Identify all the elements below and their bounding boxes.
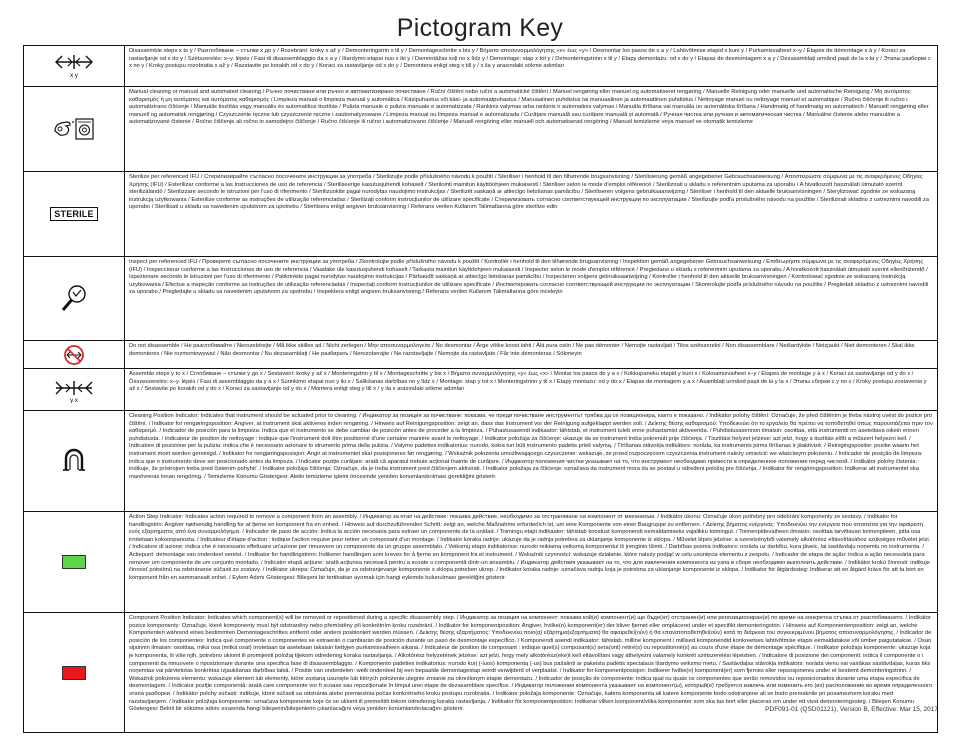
icon-cell [24,341,125,368]
icon-cell [24,512,125,612]
page-title: Pictogram Key [396,14,564,42]
inspect-icon [59,283,89,315]
manual-automated-cleaning-icon [52,116,96,142]
cleaning-position-icon [60,446,88,476]
assemble-icon [54,377,94,403]
icon-cell [24,613,125,732]
icon-cell [24,172,125,256]
key-row-action-step [24,512,937,613]
disassemble-icon [54,53,94,79]
icon-cell [24,87,125,171]
document-footer: PDF091-01 (QSD01121), Version B, Effective: Mar 15, 2017 [765,706,938,713]
row-description: Inspect per referenced IFU / Проверете съгласно посочените инструкции за употреба / Zkontrolujte podle příslušného návodu k použití / Kontrollér i henhold til den tilhørende brugsanvisning / Inspektion gemäß angegebener Gebrauchsanweisung / Επιθεωρήστε σύμφωνα με τις αναφερόμενες Οδηγίες Χρήσης (IFU) / Inspeccionar conforme a las Instrucciones de uso de referencia / Vaadake üle kasutusjuhendi kohaselt / Tarkasta mainitun käyttöohjeen mukaisesti / Inspecter selon le mode d'emploi référencé / Pregledano u skladu s referentnim uputama za uporabu / A hivatkozott használati útmutató szerint ellenőrizendő / Ispezionare secondo le istruzioni per l'uso di riferimento / Patikrinkite pagal nurodytas naudojimo instrukcijas / Pārbaudīt saskaņā ar attiecīgo lietošanas pamācību / Inspecteren volgens gebruiksaanwijzing / Kontroller i henhold til den aktuelle bruksanvisningen / Kontrolować zgodnie ze wskazaną instrukcją użytkowania / Efectue a inspeção conforme as instruções de utilização referenciadas / Inspectați conform instrucțiunilor de utilizare specificate / Инспектировать согласно соответствующей инструкции по эксплуатации / Skontrolujte podľa príslušného návodu na použitie / Pregledati skladno z ustreznimi navodili za uporabo / Pregledajte u skladu sa navedenim uputstvom za upotrebu / Inspektera enligt angiven bruksanvisning / Referans verilen Kullanım Talimatlarına göre inceleyin [129,259,929,296]
icon-cell [24,369,125,410]
key-row-sterile [24,172,937,257]
disassemble-icon-label: x y [70,73,78,79]
key-row-inspect [24,257,937,341]
row-description: Do not disassemble / Не разглобявайте / Nerozebírejte / Må ikke skilles ad / Nicht zerlegen / Μην αποσυναρμολογείτε / No desmontar / Ärge võtke koost lahti / Älä pura osiin / Ne pas démonter / Nemojte rastavljati / Tilos szétszerelni / Non disassemblare / Neišardykite / Neizjaukt / Niet demonteren / Skal ikke demonteres / Nie rozmontowywać / Não desmontar / Nu dezasamblați / Не разбирать / Nerozoberajte / Ne razstavljajte / Nemojte da rastavljate / Får inte demonteras / Sökmeyin [129,343,915,357]
row-description: Action Step Indicator: Indicates action required to remove a component from an assembly. / Индикатор за етап на действие: показва действие, необходимо за отстраняване на компонент от механизъм. / Indikátor úkonu: Označuje úkon potřebný pro odebrání komponenty ze sestavy. / Indikator for handlingstrin: Angiver nødvendig handling for at fjerne en komponent fra en enhed. / Hinweis auf durchzuführenden Schritt: zeigt an, welche Maßnahme erforderlich ist, um eine Komponente von einer Baugruppe zu entfernen. / Δείκτης βήματος ενέργειας: Υποδεικνύει την ενέργεια που απαιτείται για την αφαίρεση ενός εξαρτήματος από ένα συναρμολόγημα. / Indicador de paso de acción: Indica la acción necesaria para extraer un componente de la unidad. / Toimingu etapi indikaator: tähistab koostust komponendi eemaldamiseks vajalikku toimingut. / Toimenpidevaiheen ilmaisin: osoittaa tarvittavan toimenpiteen, jotta osa irrotetaan kokoonpanosta. / Indicateur d'étape d'action : indique l'action requise pour retirer un composant d'un montage. / Indikator koraka radnje: ukazuje da je radnja potrebna za uklanjanje komponente iz sklopa. / Művelet lépés jelzése: a szerelvényből valamely alkotórész eltávolításához szükséges művelet jelzi. / Indicatore di azione: indica che è necessario effettuare un'azione per rimuovere un componente da un gruppo assemblato. / Veiksmų etapo indikatorius: nurodo reikiamą veiksmą komponentui iš įrenginio išimti. / Darbības posma indikators: norāda uz darbību, kura jāveic, lai sastāvdaļu noņemtu no instrumenta. / Actiepunt: demontage van onderdeel vereist. / Indikator for handlingstrinn: Indikerer handlingen som kreves for å fjerne en komponent fra et instrument. / Wskaźnik czynności: wskazuje działanie, które należy podjąć w celu usunięcia elementu z zespołu. / Indicador de etapa de ação: indica a ação necessária para remover um componente de um conjunto montado. / Indicator etapă acțiune: arată acțiunea necesară pentru a scoate o componentă dintr-un ansamblu. / Индикатор действия указывает на то, что для извлечения компонента из узла в сборе необходимо выполнить действие. / Indikátor krokú činnosti: indikuje činnosť potrebnú na odstránenie súčasti zo zostavy. / Indikator ukrepa: Označuje, da je za odstranjevanje komponente s sklopa potreben ukrep. / Indikator koraka radnje: označava radnju koja je potrebna za uklanjanje komponente iz sklopa. / Indikator för åtgärdssteg: Indikerar att en åtgärd krävs för att ta bort en komponent från en sammansatt enhet. / Eylem Adımı Göstergesi: Bileşeni bir tertibattan ayırmak için hangi eylemde bulunulması gerektiğini gösterir. [129,514,931,581]
assemble-icon-label: y x [70,397,78,403]
key-row-assemble [24,369,937,411]
icon-cell [24,411,125,511]
key-row-disassemble [24,46,937,87]
icon-cell [24,46,125,86]
icon-cell [24,257,125,340]
key-row-manual-cleaning [24,87,937,172]
action-step-swatch [62,555,86,569]
component-position-swatch [62,666,86,680]
row-description: Manual cleaning or manual and automated cleaning / Ръчно почистване или ръчно и автоматизирано почистване / Ruční čištění nebo ruční a automatické čištění / Manuel rengøring eller manuel og automatiseret rengøring / Manuelle Reinigung oder manuelle und automatische Reinigung / Μη αυτόματος καθαρισμός ή μη αυτόματος και αυτόματος καθαρισμός / Limpieza manual o limpieza manual y automática / Käsipuhastus või käsi- ja automaatpuhastus / Manuaalinen puhdistus tai manuaalinen ja automaattinen puhdistus / Nettoyage manuel ou nettoyage manuel et automatique / Ručno čišćenje ili ručno i automatizirano čišćenje / Manuális tisztítás vagy manuális és automatikus tisztítás / Pulizia manuale o pulizia manuale e automatizzata / Rankinis valymas arba rankinis ir automatinis valymas / Manuāla tīrīšana vai manuāla un automātiska tīrīšana / Handmatig of handmatig en automatisch / Manuell rengjøring eller manuell og automatisk rengjøring / Czyszczenie ręczne lub czyszczenie ręczne i zautomatyzowane / Limpeza manual ou limpeza manual e automatizada / Curățare manuală sau curățare manuală și automată / Ручная чистка или ручная и автоматическая чистка / Manuálne čistenie alebo manuálne a automatizované čistenie / Ročno čiščenje ali ročno in samodejno čiščenje / Ručno čišćenje ili ručno i automatizovano čišćenje / Manuell rengöring eller manuell och automatiserad rengöring / Manuel temizleme veya manuel ve otomatik temizleme [129,89,929,126]
row-description: Component Position Indicator: Indicates which component(s) will be removed or repositioned during a specific disassembly step. / Индикатор за позиция на компонент: показва кой(и) компонент(и) ще бъде(ат) отстранен(и) или репозициониран(и) по време на конкретна стъпка от разглобяването. / Indikátor pozice komponenty: Označuje, které komponenty musí být odstraněny nebo přemístěny při konkrétním kroku rozebrání. / Indikator for komponentposition: Angiver, hvilke(n) komponent(er) der bliver fjernet eller omplaceret under et specifikt demonteringstrin. / Hinweis auf Komponentenposition: zeigt an, welche Komponenten während eines bestimmten Demontageschrittes entfernt oder anders positioniert werden müssen. / Δείκτης θέσης εξαρτήματος: Υποδεικνύει ποιο(α) εξάρτημα(εξαρτήματα) θα αφαιρεθεί(ούν) ή θα επανατοποθετηθεί(ούν) κατά τη διάρκεια του συγκεκριμένου βήματος αποσυναρμολόγησης. / Indicador de posición de los componentes: Indica qué componente o componentes se extraerán o cambiarán de posición durante un paso de desmontaje específico. / Komponendi asendi indikaator: tähistab, milline komponent / millised komponendid konkreetses lahtivõtmise etapis eemaldatakse või ümber paigutatakse. / Osan sijainnin ilmaisin: osoittaa, mikä osa (mitkä osat) irrotetaan tai asetetaan takaisin tiettyjen purkamisvaiheen aikana. / Indicateur de position de composant : indique quel(s) composant(s) sera(ont) retiré(s) ou repositionné(s) au cours d'une étape de démontage spécifique. / Indikator položaja komponente: ukazuje koja je komponenta, ili više njih, potrebno uklonit ili promijeniti položaj tijekom određenog koraka rastavljanja. / Alkotórész helyzetének jelzése: azt jelzi, hogy mely alkotórész(eke)t kell eltávolítani vagy áthelyezni valamely konkrét szétszerelési lépésben. / Indicatore di posizione dei componenti: indica il componente o i componenti da rimuovere o riposizionare durante una specifica fase di disassemblaggio. / Komponento padėties indikatorius: nurodo kurį (-iuos) komponentą (-us) bus pašalinti ar pakeista padėtis specialaus išardymo veiksmo metu. / Sastāvdaļas stāvokļa indikators: norāda vienu vai vairākas sastāvdaļas, kuras tiks noņemtas vai pārvietotas konkrētas izjaukšanas darbības laikā. / Positie van onderdelen: welk onderdeel bij een bepaalde demontagestap wordt verwijderd of verplaatst. / Indikator for komponentposisjon: Indikerer hvilke(n) komponent(er) som fjernes eller repsosjoneres under et bestemt demonteringstrinn. / Wskaźnik położenia elementu: wskazuje element lub elementy, które zostaną usunięte lub których położenie ulegnie zmianie na określonym etapie demontażu. / Indicador de posição de componente: indica qual ou quais os componentes que serão removidos ou reposicionados durante uma etapa específica de desmontagem. / Indicator poziție componentă: arată care componente vor fi scoase sau repoziționate în timpul unei etape de dezasamblare specifice. / Индикатор положения компонента указывает на компонент(ы), который(е) требуется извлечь или изменить его (их) расположение во время определенного этапа разборки. / Indikátor polohy súčasti: indikuje, ktoré súčasti sa odstránia alebo premiestnia počas konkrétneho kroku postupu rozobratia. / Indikator položaja komponente: Označuje, katera komponenta ali katere komponente bodo odstranjene ali se bodo premaknile pri posameznem koraku med razstavljanjem. / Indikator položaja komponente: označava komponente koje će se uklonit ili premeštiti tokom određenog koraka rastavljanja. / Indikator för komponentposition: Indikerar vilken komponent/vilka komponenter som ska tas bort eller placeras om under ett visst demonteringssteg. / Bileşen Konumu Göstergesi: Belirli bir söküme adımı sırasında hangi bileşenin/bileşenlerin çıkarılacağını veya yeniden konumlandırılacağını gösterir. [129,615,933,713]
pictogram-key-table [23,45,938,733]
key-row-component-position [24,613,937,732]
do-not-disassemble-icon [63,344,85,366]
sterile-icon: STERILE [50,207,97,221]
row-description: Sterilize per referenced IFU / Стерилизирайте съгласно посочените инструкции за употреба / Sterilizujte podle příslušného návodu k použití / Steriliser i henhold til den tilhørende brugsanvisning / Sterilisierung gemäß angegebener Gebrauchsanweisung / Αποστειρώστε σύμφωνα με τις αναφερόμενες Οδηγίες Χρήσης (IFU) / Esterilizar conforme a las Instrucciones de uso de referencia / Steriliseerige kasutusjuhendi kohaselt / Sterilointi mainitun käyttöohjeen mukaisesti / Stériliser selon le mode d'emploi référencé / Sterilizirati u skladu s referentnim uputama za uporabu / A hivatkozott használati útmutató szerint sterilizálandó / Sterilizzare secondo le istruzioni per l'uso di riferimento / Sterilizuokite pagal nurodytas naudojimo instrukcijas / Sterilizēt saskaņā ar attiecīgo lietošanas pamācību / Steriliseren volgens gebruiksaanwijzing / Steriliser i henhold til den aktuelle bruksanvisningen / Sterylizować zgodnie ze wskazaną instrukcją użytkowania / Esterilize conforme as instruções de utilização referenciadas / Sterilizați conform instrucțiunilor de utilizare specificate / Стерилизовать согласно соответствующей инструкции по эксплуатации / Sterilizujte podľa príslušného návodu na použitie / Sterilizirati skladno z ustreznimi navodili za uporabo / Sterilisati u skladu sa navedenim uputstvom za upotrebu / Sterilisera enligt angiven bruksanvisning / Referans verilen Kullanım Talimatlarına göre sterilize edin [129,174,929,211]
row-description: Assemble steps y to x / Сглобяване – стъпки y до x / Sestavení: kroky y až x / Monteringstrin y til x / Montageschritte y bis x / Βήματα συναρμολόγησης «y» έως «x» / Montar los pasos de y a x / Kokkupaneku etapid y kuni x / Kokoamisvaiheet x–y / Étapes de montage y à x / Koraci za sastavljanje od y do x / Összeszerelés: x–y. lépés / Fasi di assemblaggio da y a x / Surinkimo etapai nuo y iki x / Salikšanas darbības no y līdz x / Montage: stap y tot x / Monteringstrinn y til x / Etapy montażu: od y do x / Etapas de montagem y a x / Asamblați urmând pașii de la y la x / Этапы сборки с y по x / Kroky postupu zostavenia y až x / Sestavite po korakih od y do x / Koraci za sastavljanje od y do x / Montera enligt steg y till x / y ila x arasındaki sökme adımları [129,371,927,393]
key-row-cleaning-position [24,411,937,512]
row-description: Disassemble steps x to y / Разглобяване – стъпки x до y / Rozebrání: kroky x až y / Demonteringstrin x til y / Demontageschritte x bis y / Βήματα αποσυναρμολόγησης «x» έως «y» / Desmontar los pasos de x a y / Lahtivõtmise etapid x kuni y / Purkamisvaiheet x–y / Étapes de démontage x à y / Koraci za rastavljanje od x do y / Szétszerelés: x–y. lépés / Fasi di disassemblaggio da x a y / Išardymo etapai nuo x iki y / Demontāžas soļi no x līdz y / Demontage: stap x tot y / Demonteringstrinn x til y / Etapy demontażu: od x do y / Etapas de desmontagem x a y / Dezasamblați urmând pașii de la x la y / Этапы разборки с x по y / Kroky postupu rozobratia x až y / Razstavite po korakih od x do y / Koraci za rastavljanje od x do y / Demontera enligt steg x till y / x ila y arasındaki sökme adımları [129,48,931,70]
row-description: Cleaning Position Indicator: Indicates that instrument should be actuated prior to cleaning. / Индикатор за позиция за почистване: показва, че преди почистване инструментът трябва да се позиционира, както е показано. / Indikátor polohy čištění: Označuje, že před čištěním je třeba nástroj uvést do pozice pro čištění. / Indikator for rengøringsposition: Angiver, at instrument skal aktiveres inden rengøring. / Hinweis auf Reinigungsposition: zeigt an, dass das Instrument vor der Reinigung aufgeklappt werden soll. / Δείκτης θέσης καθαρισμού: Υποδεικνύει ότι το εργαλείο θα πρέπει να τοποθετηθεί όπως παρουσιάζεται πριν τον καθαρισμό. / Indicador de posición para la limpieza: Indica que el instrumento se debe cambiar de posición antes de proceder a la limpieza. / Puhastusasendi indikaator: tähistab, et instrument tuleb enne puhastamist aktiveerida. / Puhdistusasennon ilmaisin: osoittaa, että instrumentti on asetettava oikein ennen puhdistusta. / Indicateur de position de nettoyage : indique que l'instrument doit être positionné d'une certaine manière avant le nettoyage. / Indikator položaja za čišćenje: ukazuje da se instrument treba pokrenuti prije čišćenja. / Tisztítási helyzet jelzése: azt jelzi, hogy a tisztítás előtt a műszert helyezni kell. / Indicatore di posizione per la pulizia: indica che è necessario azionare lo strumento prima della pulizia. / Valymo padėties indikatorius: nurodo, kokia turi būti instrumento padėtis prieš valymą. / Tīrīšanas stāvokļa indikātors: norāda, ka instruments pirms tīrīšanas ir jāaktivizē. / Reinigingspositie: positie waarin het instrument moet worden gereinigd. / Indikator for rengjøringsposisjon: Angir at instrumentet skal posisjoneres før rengjøring. / Wskaźnik położenia umożliwiającego czyszczenie: wskazuje, że przed rozpoczęciem czyszczenia instrument należy umieścić we właściwym położeniu. / Indicador de posição de limpeza: indica que o instrumento deve ser posicionado antes da limpeza. / Indicator poziție curățare: arată că aparatul trebuie acționat înainte de curățare. / Индикатор положения чистки указывает на то, что инструмент необходимо привести в определенное положение перед чисткой. / Indikátor polohy čistenia: indikuje, že prístrojom treba pred čistením pohybiť. / Indikator položaja čiščenja: Označuje, da je treba instrument pred čiščenjem aktivirati. / Indikator položaja za čišćenje: označava da instrument mora da se postavi u određeni položaj pre čišćenja. / Indikator för rengöringsposition: Indikerar att instrumentet ska manövreras innan rengöring. / Temizleme Konumu Göstergesi: Aletin temizleme işlemi öncesinde yeniden konumlandırılması gerektiğini gösterir. [129,413,933,480]
key-row-do-not-disassemble [24,341,937,369]
